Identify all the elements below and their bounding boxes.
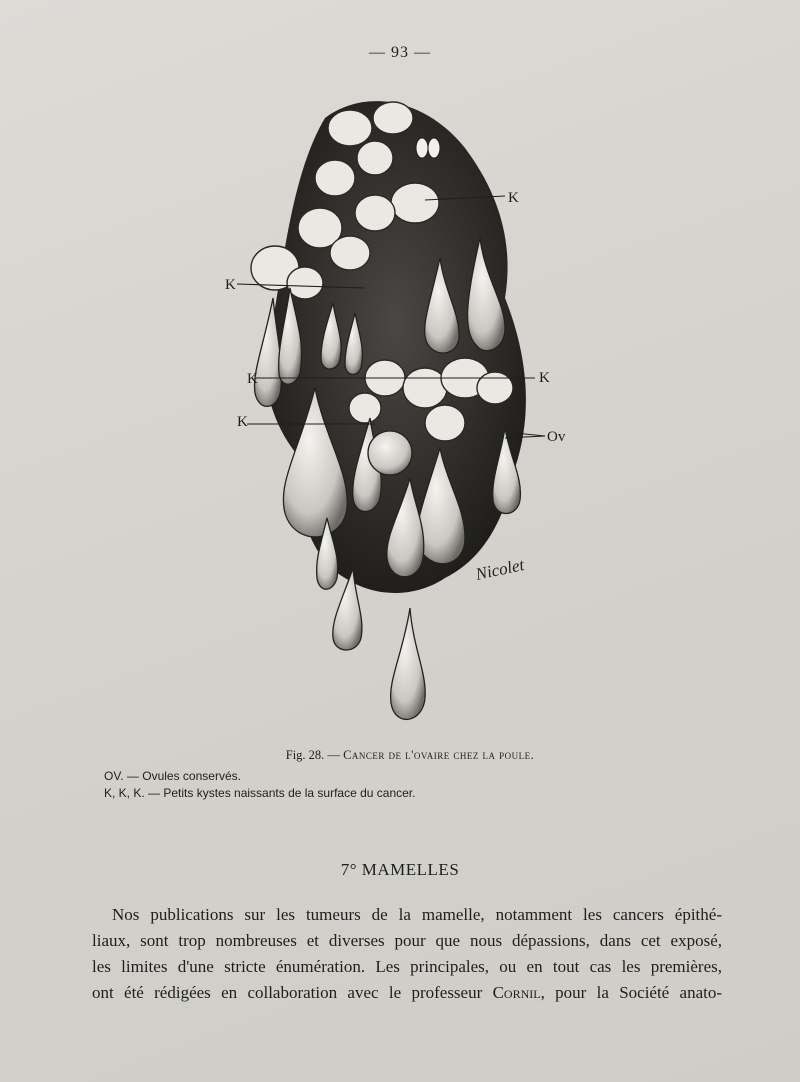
paragraph-line-4 (92, 980, 722, 1006)
caption-prefix: Fig. 28. — (285, 748, 340, 762)
ovary-cancer-drawing (215, 88, 575, 738)
label-k-left-lower: K (237, 414, 248, 430)
paragraph-line-2: liaux, sont trop nombreuses et diverses pour que nous dépassions, dans cet exposé, (92, 931, 722, 950)
section-paragraph (92, 902, 722, 1006)
paragraph-line-1: Nos publications sur les tumeurs de la mamelle, notamment les cancers épithé- (112, 905, 722, 924)
page-number: — 93 — (369, 44, 431, 61)
caption-title: Cancer de l'ovaire chez la poule. (343, 748, 535, 762)
figure-caption (0, 748, 800, 763)
legend-item-ov: OV. — Ovules conservés. (104, 769, 241, 783)
figure-legend (104, 768, 415, 802)
legend-item-k: K, K, K. — Petits kystes naissants de la surface du cancer. (104, 786, 416, 800)
paragraph-line-4-start: ont été rédigées en collaboration avec le professeur (92, 983, 483, 1002)
label-k-left-middle: K (247, 371, 258, 387)
label-ov: Ov (547, 429, 566, 445)
section-title: 7° MAMELLES (340, 860, 460, 879)
label-k-right-middle: K (539, 370, 550, 386)
paragraph-line-4-end: , pour la Société anato- (540, 983, 723, 1002)
author-name-cornil: Cornil (492, 983, 541, 1002)
label-k-left-upper: K (225, 277, 236, 293)
artist-signature: Nicolet (473, 555, 526, 584)
paragraph-line-3: les limites d'une stricte énumération. Les principales, ou en tout cas les premières, (92, 957, 722, 976)
figure-illustration (215, 88, 575, 738)
ovule-sphere (368, 431, 412, 475)
label-k-top-right: K (508, 190, 519, 206)
